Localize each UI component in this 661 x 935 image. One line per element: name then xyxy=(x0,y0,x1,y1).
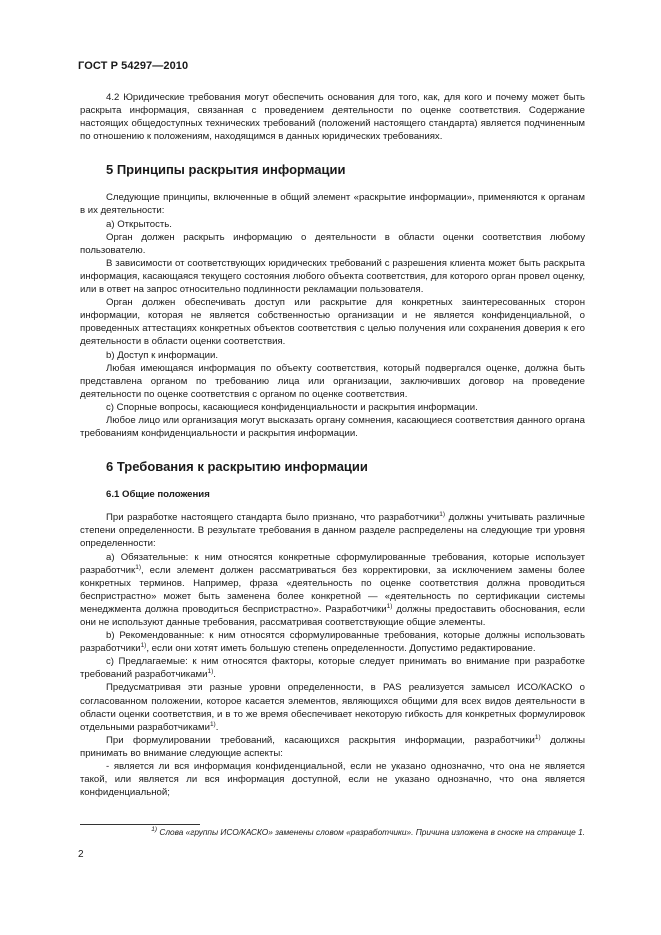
footnote-ref: 1) xyxy=(439,511,446,519)
principle-a-label: а) Открытость. xyxy=(106,218,172,230)
level-a-mandatory xyxy=(80,551,585,630)
subsection-6-1-heading: 6.1 Общие положения xyxy=(106,489,210,501)
page-number: 2 xyxy=(78,849,84,860)
principle-a-paragraph-2: В зависимости от соответствующих юридических требований с разрешения клиента может быть раскрыта информация, касающаяся текущего состояния любого объекта соответствия, для которого орган провел оценку, или в ответ на запрос относительно подлинности рекламации пользователя. xyxy=(80,257,585,296)
section-6-heading: 6 Требования к раскрытию информации xyxy=(106,459,368,475)
aspect-bullet-1: - является ли вся информация конфиденциальной, если не указано однозначно, что она не является такой, или является ли вся информация доступной, если не указано однозначно, что она является конфиденциальной; xyxy=(80,761,585,799)
text-fragment: При формулировании требований, касающихся раскрытия информации, разработчики xyxy=(106,734,535,746)
footnote-ref: 1) xyxy=(207,668,214,676)
footnote-ref: 1) xyxy=(209,720,216,728)
document-code-header: ГОСТ Р 54297—2010 xyxy=(78,60,189,72)
text-fragment: с) Предлагаемые: к ним относятся факторы, которые следует принимать во внимание при разработке требований разработчиками xyxy=(80,656,585,681)
level-c-proposed xyxy=(80,655,585,681)
paragraph-4-2: 4.2 Юридические требования могут обеспечить основания для того, как, для кого и почему может быть раскрыта информация, связанная с проведением деятельности по оценке соответствия. Содержание настоящих общедоступных технических требований (положений настоящего стандарта) является подчиненным по отношению к положениям, находящимся в данных юридических требованиях. xyxy=(80,92,585,143)
section-6-paragraph-1 xyxy=(80,511,585,550)
principle-b-label: b) Доступ к информации. xyxy=(106,349,218,361)
section-5-intro: Следующие принципы, включенные в общий элемент «раскрытие информации», применяются к органам в их деятельности: xyxy=(80,192,585,217)
footnote-ref: 1) xyxy=(386,602,393,610)
footnote-divider xyxy=(80,824,200,825)
text-fragment: должны учитывать различные степени определенности. В результате требования в данном разделе распределены на следующие три уровня определенности: xyxy=(80,512,586,550)
text-fragment: При разработке настоящего стандарта было признано, что разработчики xyxy=(106,512,440,524)
text-fragment: должны предоставить обоснования, если они не используют данные требования, рассматривая соответствующие общие элементы. xyxy=(80,603,585,628)
principle-b-paragraph: Любая имеющаяся информация по объекту соответствия, который подвергался оценке, должна быть представлена органом по требованию лица или организации, заключивших договор на проведение деятельности по оценке соответствия с органом по оценке соответствия. xyxy=(80,362,585,400)
text-fragment: , если они хотят иметь большую степень определенности. Допустимо редактирование. xyxy=(146,643,536,655)
section-6-paragraph-3 xyxy=(80,734,585,760)
text-fragment: b) Рекомендованные: к ним относятся сформулированные требования, которые должны использовать разработчики xyxy=(80,630,585,655)
text-fragment: должны принимать во внимание следующие аспекты: xyxy=(80,734,585,759)
text-fragment: а) Обязательные: к ним относятся конкретные сформулированные требования, которые использует разработчик xyxy=(80,551,585,576)
text-fragment: Предусматривая эти разные уровни определенности, в PAS реализуется замысел ИСО/КАСКО о согласованном положении, которое касается элементов, являющихся общими для всех видов деятельности в области оценки соответствия, и в то же время обеспечивает некоторую гибкость для конкретных формулировок отдельными разработчиками xyxy=(80,682,585,733)
footnote-text: Слова «группы ИСО/КАСКО» заменены словом «разработчики». Причина изложена в сноске на странице 1. xyxy=(157,827,585,837)
section-6-paragraph-2 xyxy=(80,681,585,733)
footnote xyxy=(80,827,585,838)
principle-c-label: с) Спорные вопросы, касающиеся конфиденциальности и раскрытия информации. xyxy=(106,401,478,413)
section-5-heading: 5 Принципы раскрытия информации xyxy=(106,162,346,178)
text-fragment: . xyxy=(215,721,219,733)
text-fragment: , если элемент должен рассматриваться без корректировки, за исключением замены более конкретных терминов. Например, фраза «деятельность по оценке соответствия должна проводиться беспристрастно» может быть заменена более конкретной — «деятельность по сертификации системы менеджмента должна проводиться беспристрастно». Разработчики xyxy=(80,564,585,615)
principle-a-paragraph-3: Орган должен обеспечивать доступ или раскрытие для конкретных заинтересованных сторон информации, которая не является собственностью организации и не является конфиденциальной, о проведенных аттестациях конкретных объектов соответствия с целью получения или сохранения доверия к его деятельности в области оценки соответствия. xyxy=(80,297,585,348)
principle-a-paragraph-1: Орган должен раскрыть информацию о деятельности в области оценки соответствия любому пользователю. xyxy=(80,231,585,256)
footnote-ref: 1) xyxy=(135,563,141,571)
level-b-recommended xyxy=(80,629,585,655)
footnote-ref: 1) xyxy=(534,733,541,741)
footnote-marker: 1) xyxy=(151,826,158,833)
page-body xyxy=(80,91,585,799)
text-fragment: . xyxy=(213,669,216,681)
footnote-ref: 1) xyxy=(140,642,147,650)
principle-c-paragraph: Любое лицо или организация могут высказать органу сомнения, касающиеся соответствия данного органа требованиям конфиденциальности и раскрытия информации. xyxy=(80,414,585,440)
